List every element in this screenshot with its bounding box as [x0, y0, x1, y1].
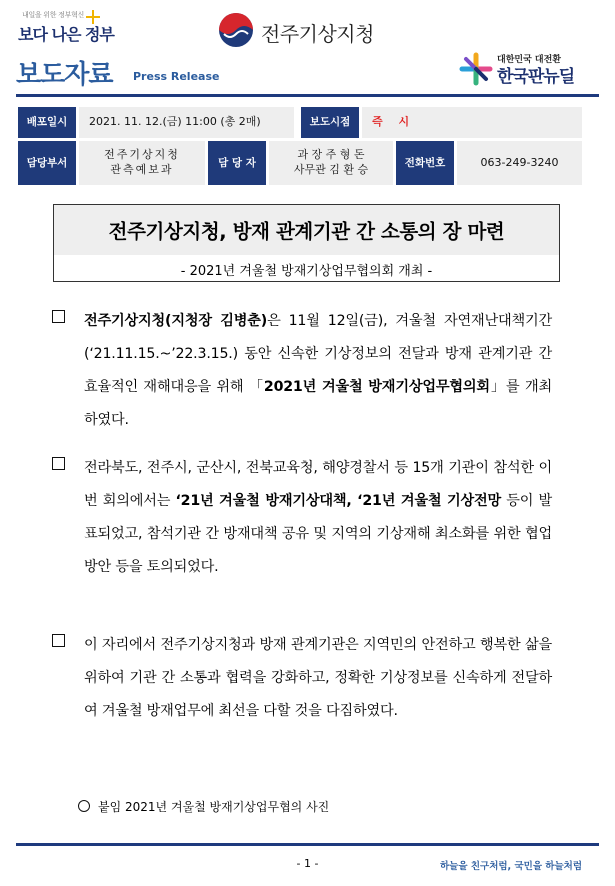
press-release-title: 보도자료	[16, 60, 113, 90]
department-value	[79, 141, 205, 185]
report-time-label: 보도시점	[301, 107, 359, 138]
distribution-value: 2021. 11. 12.(금) 11:00 (총 2매)	[79, 107, 294, 138]
paragraph-2-topics: ‘21년 겨울철 방재기상대책, ‘21년 겨울철 기상전망	[175, 493, 502, 509]
contact-person-1: 과 장 주 형 돈	[297, 148, 365, 162]
checkbox-bullet-icon	[52, 457, 65, 470]
department-name: 전주기상지청	[104, 148, 180, 162]
phone-label: 전화번호	[396, 141, 454, 185]
department-label: 담당부서	[18, 141, 76, 185]
report-time-value	[362, 107, 582, 138]
page-number: - 1 -	[296, 857, 319, 870]
footer-divider	[16, 843, 599, 846]
distribution-label: 배포일시	[18, 107, 76, 138]
report-time-text: 즉 시	[372, 115, 416, 129]
paragraph-1-text: 은 11월 12일(금), 겨울철 자연재난대책기간(‘21.11.15.~’22.3.15.) 동안 신속한 기상정보의 전달과 방재 관계기관 간 효율적인 재해대응을 위해 「	[84, 313, 552, 395]
paragraph-3-text: 이 자리에서 전주기상지청과 방재 관계기관은 지역민의 안전하고 행복한 삶을 위하여 기관 간 소통과 협력을 강화하고, 정확한 기상정보를 신속하게 전달하여 겨울철 방재업무에 최선을 다할 것을 다짐하였다.	[84, 637, 552, 719]
kma-emblem-icon	[218, 12, 254, 48]
checkbox-bullet-icon	[52, 310, 65, 323]
agency-name: 전주기상지청	[261, 22, 374, 46]
paragraph-1-tail: 」를 개최하였다.	[84, 379, 552, 428]
attachment-note	[78, 798, 329, 815]
paragraph-3	[52, 629, 552, 728]
contact-person-value	[269, 141, 393, 185]
phone-value: 063-249-3240	[457, 141, 582, 185]
paragraph-2-text: 전라북도, 전주시, 군산시, 전북교육청, 해양경찰서 등 15개 기관이 참석한 이번 회의에서는	[84, 460, 552, 509]
paragraph-2-tail: 등이 발표되었고, 참석기관 간 방재대책 공유 및 지역의 기상재해 최소화를 위한 협업방안 등을 토의되었다.	[84, 493, 552, 575]
circle-bullet-icon	[78, 800, 90, 812]
slogan-small: 내일을 위한 정부혁신	[22, 11, 85, 19]
footer-slogan: 하늘을 친구처럼, 국민을 하늘처럼	[440, 861, 583, 872]
paragraph-1-event: 2021년 겨울철 방재기상업무협의회	[263, 379, 490, 395]
division-name: 관측예보과	[110, 163, 174, 176]
contact-person-2: 사무관 김 환 승	[293, 163, 369, 176]
contact-person-label: 담 당 자	[208, 141, 266, 185]
subheadline: - 2021년 겨울철 방재기상업무협의회 개최 -	[180, 264, 433, 279]
new-deal-slogan: 대한민국 대전환	[497, 55, 561, 65]
header-divider	[16, 94, 599, 97]
checkbox-bullet-icon	[52, 634, 65, 647]
headline: 전주기상지청, 방재 관계기관 간 소통의 장 마련	[108, 220, 505, 243]
paragraph-2	[52, 452, 552, 584]
new-deal-logo-icon	[456, 52, 496, 86]
paragraph-1	[52, 305, 552, 437]
attachment-text: 붙임 2021년 겨울철 방재기상업무협의 사진	[98, 800, 330, 814]
paragraph-1-lead: 전주기상지청(지청장 김병춘)	[84, 313, 268, 329]
press-release-title-en: Press Release	[133, 70, 220, 83]
government-slogan: 보다 나은 정부	[18, 25, 114, 44]
new-deal-title: 한국판뉴딜	[497, 67, 575, 87]
